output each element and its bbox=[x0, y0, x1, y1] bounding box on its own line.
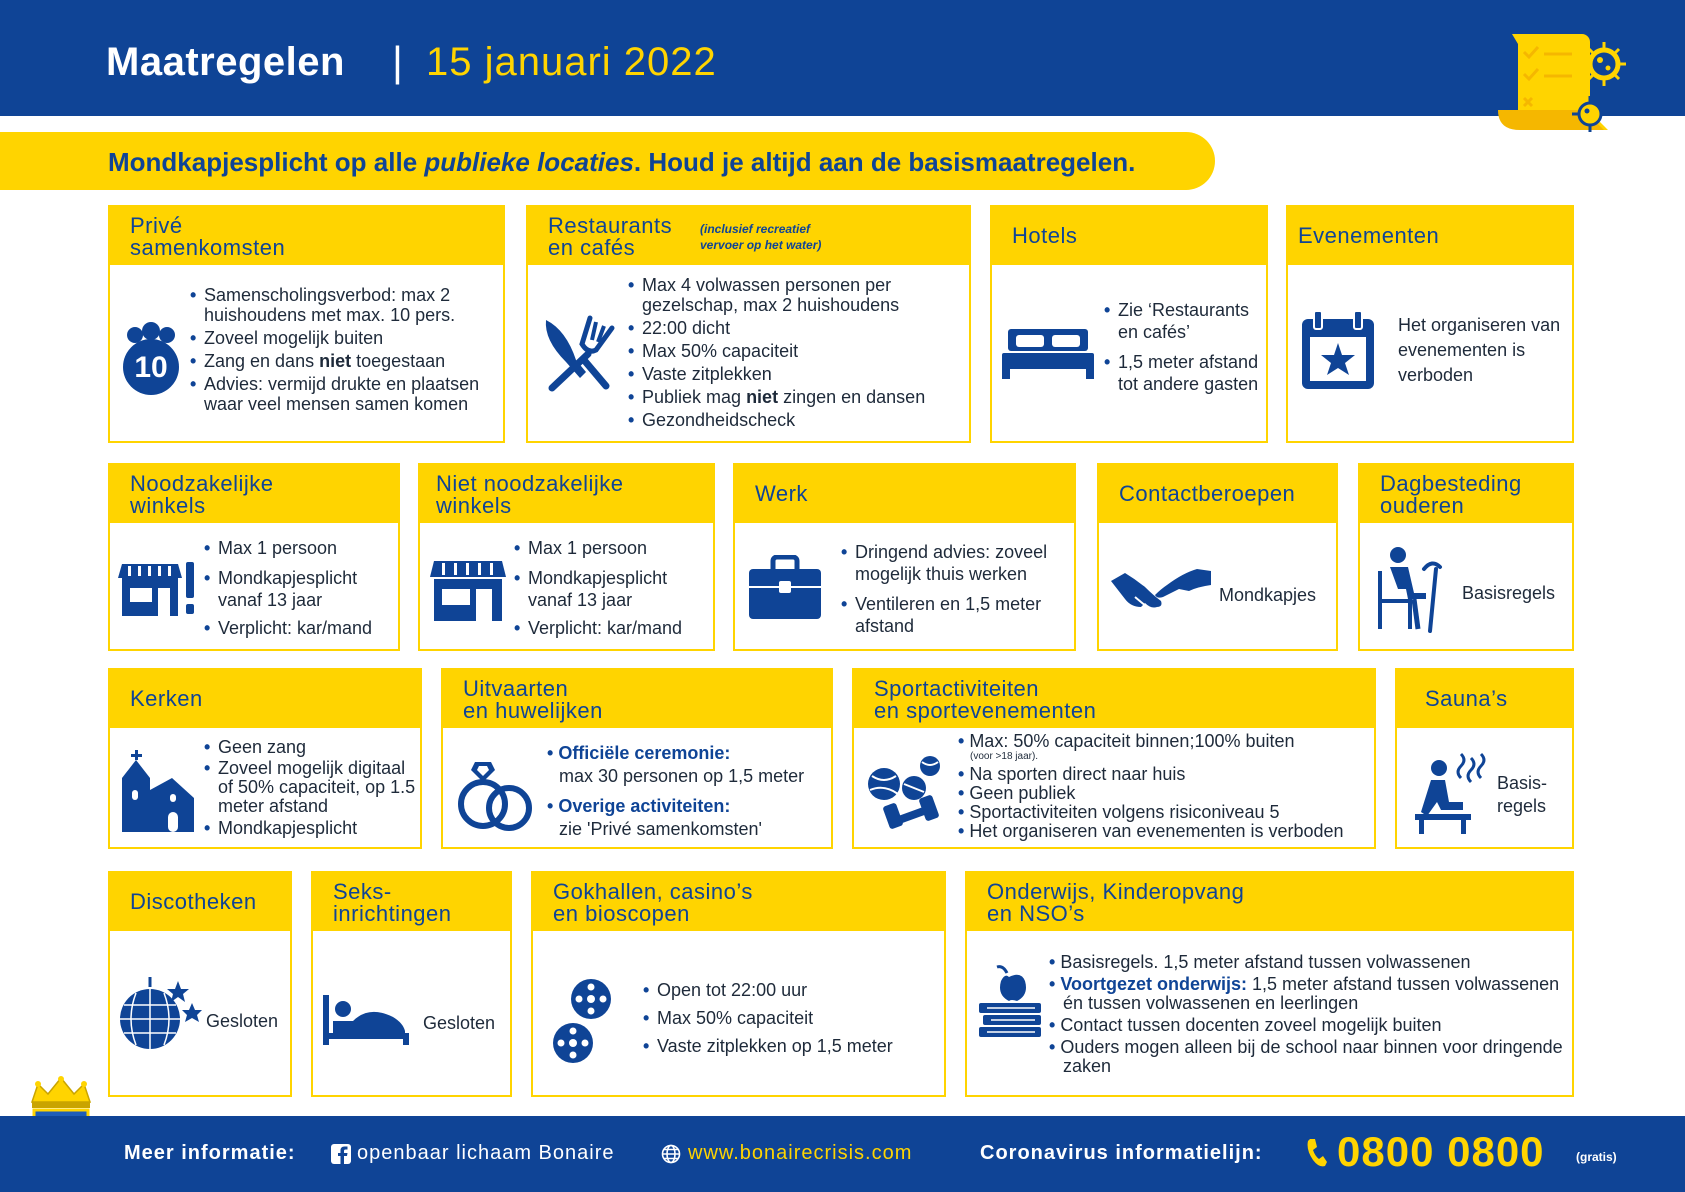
card-seksinrichtingen bbox=[311, 871, 512, 1097]
card-title: Werk bbox=[755, 481, 808, 506]
restaurants-note: (inclusief recreatief vervoer op het water) bbox=[700, 222, 822, 252]
card-title: Hotels bbox=[1012, 223, 1078, 248]
books-apple-icon bbox=[977, 963, 1043, 1039]
card-title: Niet noodzakelijke winkels bbox=[436, 471, 624, 518]
sports-equipment-icon bbox=[864, 754, 954, 834]
card-niet-noodzakelijke-winkels bbox=[418, 463, 715, 651]
card-title: Sauna’s bbox=[1425, 686, 1508, 711]
phone-icon bbox=[1305, 1138, 1327, 1168]
kerken-rules-list: • Geen zang • Zoveel mogelijk digitaal of 50% capaciteit, op 1.5 meter afstand • Mondkapjesplicht bbox=[204, 738, 424, 841]
uitvaarten-rules: • Officiële ceremonie: max 30 personen op 1,5 meter • Overige activiteiten: zie 'Privé samenkomsten' bbox=[547, 743, 805, 839]
card-discotheken bbox=[108, 871, 292, 1097]
card-title: Discotheken bbox=[130, 889, 257, 914]
card-contactberoepen bbox=[1097, 463, 1338, 651]
card-title: Sportactiviteiten en sportevenementen bbox=[874, 676, 1097, 723]
card-title: Contactberoepen bbox=[1119, 481, 1296, 506]
shop-icon bbox=[430, 557, 506, 621]
title-separator: | bbox=[392, 38, 403, 85]
card-uitvaarten-huwelijken bbox=[441, 668, 833, 849]
saunas-text: Basis- regels bbox=[1497, 773, 1548, 816]
elderly-person-icon bbox=[1378, 545, 1444, 635]
restaurants-rules-list: • Max 4 volwassen personen per gezelschap, max 2 huishoudens • 22:00 dicht • Max 50% capaciteit • Vaste zitplekken • Publiek mag niet zingen en dansen • Gezondheidscheck bbox=[628, 275, 968, 433]
sauna-person-icon bbox=[1413, 748, 1487, 834]
hotels-rules-list: • Zie ‘Restaurants en cafés’ • 1,5 meter afstand tot andere gasten bbox=[1104, 299, 1264, 398]
card-dagbesteding-ouderen bbox=[1358, 463, 1574, 651]
cutlery-icon bbox=[540, 312, 616, 392]
disco-ball-icon bbox=[116, 977, 202, 1057]
hotline-label: Coronavirus informatielijn: bbox=[980, 1142, 1263, 1164]
card-restaurants bbox=[526, 205, 971, 443]
niet-noodzakelijke-rules-list: • Max 1 persoon • Mondkapjesplicht vanaf 13 jaar • Verplicht: kar/mand bbox=[514, 537, 714, 642]
film-reels-icon bbox=[551, 975, 611, 1067]
prive-rules-list: • Samenscholingsverbod: max 2 huishoudens met max. 10 pers. • Zoveel mogelijk buiten • Zang en dans niet toegestaan • Advies: vermijd drukte en plaatsen waar veel mensen samen komen bbox=[190, 285, 505, 417]
contactberoepen-text: Mondkapjes bbox=[1219, 585, 1317, 605]
card-sportactiviteiten bbox=[852, 668, 1376, 849]
wedding-rings-icon bbox=[455, 758, 539, 832]
page-title: Maatregelen bbox=[106, 40, 345, 84]
header-bar bbox=[0, 0, 1685, 116]
website-link[interactable]: www.bonairecrisis.com bbox=[688, 1142, 913, 1164]
onderwijs-rules: • Basisregels. 1,5 meter afstand tussen volwassenen • Voortgezet onderwijs: 1,5 meter afstand tussen volwassenen én tussen volwassenen en leerlingen • Contact tussen docenten zoveel mogelijk buiten • Ouders mogen alleen bij de school naar binnen voor dringende zaken bbox=[1049, 952, 1563, 1076]
card-title: Gokhallen, casino’s en bioscopen bbox=[553, 879, 753, 926]
seks-text: Gesloten bbox=[423, 1013, 496, 1033]
facebook-link[interactable]: openbaar lichaam Bonaire bbox=[357, 1142, 615, 1164]
person-in-bed-icon bbox=[323, 995, 409, 1045]
gratis-note: (gratis) bbox=[1576, 1150, 1617, 1164]
page-date: 15 januari 2022 bbox=[426, 40, 717, 84]
card-saunas bbox=[1395, 668, 1574, 849]
hotline-phone-number[interactable]: 0800 0800 bbox=[1337, 1128, 1545, 1175]
card-title: Uitvaarten en huwelijken bbox=[463, 676, 603, 723]
scroll-virus-logo-icon bbox=[1490, 28, 1640, 140]
shop-exclamation-icon bbox=[118, 560, 198, 616]
globe-icon bbox=[661, 1144, 681, 1164]
group-people-icon bbox=[118, 315, 184, 397]
card-noodzakelijke-winkels bbox=[108, 463, 400, 651]
card-title: Privé samenkomsten bbox=[130, 213, 286, 260]
bed-icon bbox=[1002, 325, 1094, 379]
dagbesteding-text: Basisregels bbox=[1462, 583, 1556, 603]
card-prive-samenkomsten bbox=[108, 205, 505, 443]
evenementen-text: Het organiseren van evenementen is verboden bbox=[1398, 315, 1561, 385]
briefcase-icon bbox=[747, 555, 823, 621]
noodzakelijke-rules-list: • Max 1 persoon • Mondkapjesplicht vanaf 13 jaar • Verplicht: kar/mand bbox=[204, 537, 399, 642]
card-werk bbox=[733, 463, 1076, 651]
card-title: Kerken bbox=[130, 686, 203, 711]
card-title: Dagbesteding ouderen bbox=[1380, 471, 1522, 518]
card-gokhallen bbox=[531, 871, 946, 1097]
card-title: Seks- inrichtingen bbox=[333, 879, 452, 926]
werk-rules-list: • Dringend advies: zoveel mogelijk thuis werken • Ventileren en 1,5 meter afstand bbox=[841, 541, 1071, 640]
sport-rules: • Max: 50% capaciteit binnen;100% buiten (voor >18 jaar). • Na sporten direct naar huis • Geen publiek • Sportactiviteiten volgens risiconiveau 5 • Het organiseren van evenementen is verboden bbox=[958, 731, 1344, 841]
calendar-star-icon bbox=[1300, 311, 1376, 391]
footer-bar bbox=[0, 1116, 1685, 1192]
svg-text:10: 10 bbox=[134, 351, 168, 384]
card-title: Onderwijs, Kinderopvang en NSO’s bbox=[987, 879, 1245, 926]
card-evenementen bbox=[1286, 205, 1574, 443]
card-kerken bbox=[108, 668, 422, 849]
main-banner bbox=[0, 132, 1215, 190]
gokhallen-rules-list: • Open tot 22:00 uur • Max 50% capaciteit • Vaste zitplekken op 1,5 meter bbox=[643, 979, 943, 1060]
card-onderwijs bbox=[965, 871, 1574, 1097]
card-title: Evenementen bbox=[1298, 223, 1440, 248]
church-icon bbox=[120, 750, 196, 832]
more-info-label: Meer informatie: bbox=[124, 1142, 296, 1164]
discotheken-text: Gesloten bbox=[206, 1011, 279, 1031]
card-hotels bbox=[990, 205, 1268, 443]
facebook-icon[interactable] bbox=[331, 1144, 351, 1164]
card-title: Noodzakelijke winkels bbox=[130, 471, 274, 518]
handshake-icon bbox=[1109, 563, 1213, 619]
card-title: Restaurants en cafés bbox=[548, 213, 673, 260]
banner-text: Mondkapjesplicht op alle publieke locaties. Houd je altijd aan de basismaatregelen. bbox=[108, 147, 1136, 177]
